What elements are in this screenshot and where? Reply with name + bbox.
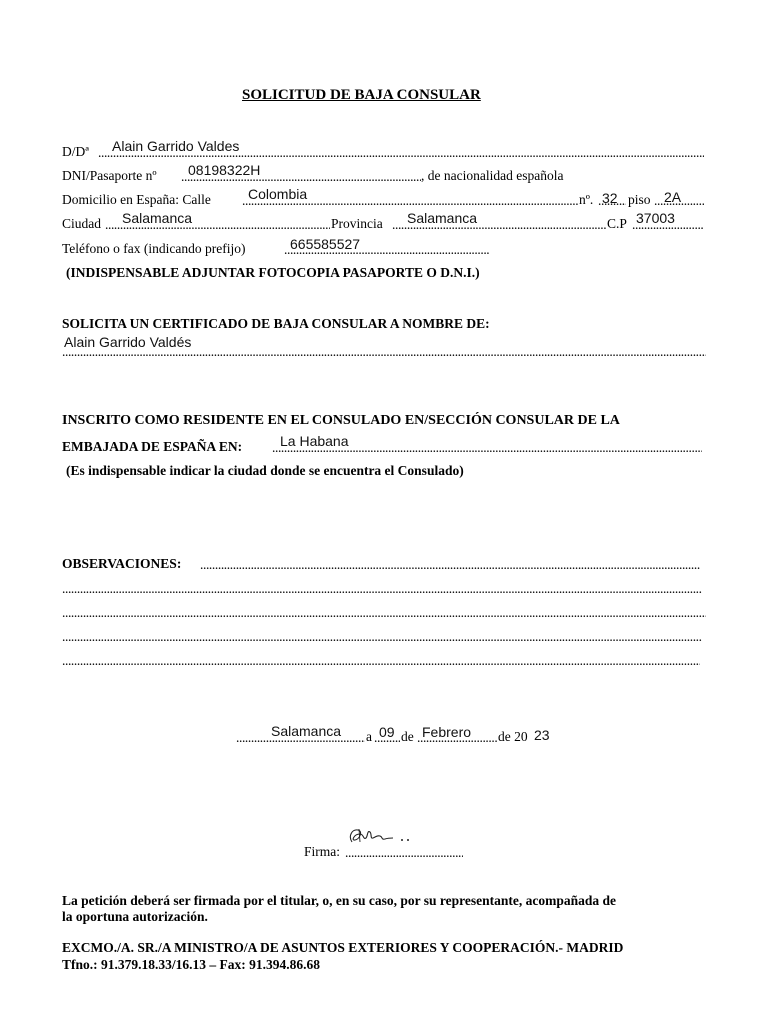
label-date-a: a bbox=[366, 729, 372, 744]
label-solicita: SOLICITA UN CERTIFICADO DE BAJA CONSULAR A NOMBRE DE: bbox=[62, 316, 490, 331]
page-title: SOLICITUD DE BAJA CONSULAR bbox=[242, 87, 481, 103]
note-adjuntar: (INDISPENSABLE ADJUNTAR FOTOCOPIA PASAPORTE O D.N.I.) bbox=[66, 265, 480, 280]
dotted-line-observaciones-3[interactable] bbox=[62, 605, 706, 619]
label-inscrito-2: EMBAJADA DE ESPAÑA EN: bbox=[62, 439, 243, 454]
footer-ministerio: EXCMO./A. SR./A MINISTRO/A DE ASUNTOS EXTERIORES Y COOPERACIÓN.- MADRID bbox=[62, 940, 624, 955]
dotted-line-observaciones-4[interactable] bbox=[62, 629, 702, 643]
label-observaciones: OBSERVACIONES: bbox=[62, 556, 182, 571]
note-indicar-ciudad: (Es indispensable indicar la ciudad donde se encuentra el Consulado) bbox=[66, 463, 464, 478]
label-cp: C.P bbox=[607, 216, 627, 231]
field-provincia[interactable]: Salamanca bbox=[407, 210, 478, 226]
field-piso[interactable]: 2A bbox=[664, 189, 682, 205]
field-numero[interactable]: 32 bbox=[602, 190, 618, 206]
field-calle[interactable]: Colombia bbox=[248, 186, 308, 202]
label-numero: nº. bbox=[579, 192, 594, 207]
label-domicilio: Domicilio en España: Calle bbox=[62, 192, 211, 207]
field-telefono[interactable]: 665585527 bbox=[290, 236, 361, 252]
label-telefono: Teléfono o fax (indicando prefijo) bbox=[62, 241, 246, 256]
field-dni[interactable]: 08198322H bbox=[188, 162, 261, 178]
field-date-month[interactable]: Febrero bbox=[422, 724, 472, 740]
label-nacionalidad: , de nacionalidad española bbox=[421, 168, 564, 183]
label-inscrito-1: INSCRITO COMO RESIDENTE EN EL CONSULADO EN/SECCIÓN CONSULAR DE LA bbox=[62, 413, 620, 428]
label-dni: DNI/Pasaporte nº bbox=[62, 168, 157, 183]
label-date-de2: de 20 bbox=[498, 729, 528, 744]
field-cp[interactable]: 37003 bbox=[636, 210, 675, 226]
note-peticion-2: la oportuna autorización. bbox=[62, 909, 208, 924]
field-consulado[interactable]: La Habana bbox=[280, 433, 349, 449]
label-provincia: Provincia bbox=[331, 216, 383, 231]
dotted-line-observaciones-5[interactable] bbox=[62, 653, 700, 667]
dotted-line-observaciones-2[interactable] bbox=[62, 581, 702, 595]
dotted-line-observaciones-1[interactable] bbox=[200, 557, 700, 571]
field-date-year[interactable]: 23 bbox=[534, 727, 550, 743]
field-ciudad[interactable]: Salamanca bbox=[122, 210, 193, 226]
label-dd: D/Dª bbox=[62, 144, 89, 159]
label-piso: piso bbox=[628, 192, 651, 207]
field-date-city[interactable]: Salamanca bbox=[271, 723, 342, 739]
dotted-line-firma[interactable] bbox=[345, 845, 463, 859]
field-date-day[interactable]: 09 bbox=[379, 724, 395, 740]
label-date-de1: de bbox=[401, 729, 414, 744]
field-nombre-certificado[interactable]: Alain Garrido Valdés bbox=[64, 334, 192, 350]
footer-telefono: Tfno.: 91.379.18.33/16.13 – Fax: 91.394.86.68 bbox=[62, 957, 320, 972]
field-nombre[interactable]: Alain Garrido Valdes bbox=[112, 138, 240, 154]
label-ciudad: Ciudad bbox=[62, 216, 101, 231]
label-firma: Firma: bbox=[304, 844, 340, 859]
note-peticion-1: La petición deberá ser firmada por el titular, o, en su caso, por su representante, acompañada de bbox=[62, 893, 617, 908]
